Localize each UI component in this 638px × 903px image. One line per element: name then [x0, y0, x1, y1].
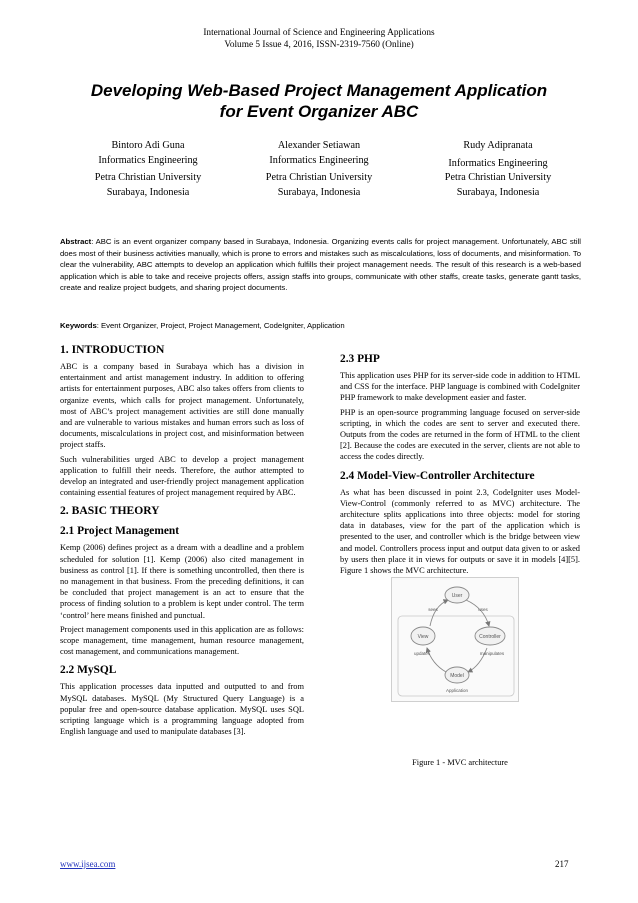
author-name: Rudy Adipranata [463, 140, 533, 151]
author-city: Surabaya, Indonesia [106, 186, 190, 198]
author-department: Informatics Engineering [98, 154, 198, 166]
keywords [60, 320, 581, 332]
label-view: View [417, 634, 429, 640]
author-university: Petra Christian University [444, 172, 552, 183]
author-university: Petra Christian University [265, 172, 373, 183]
figure-caption: Figure 1 - MVC architecture [412, 758, 508, 767]
right-column [340, 352, 580, 579]
subsection-heading-mysql: 2.2 MySQL [60, 664, 117, 677]
author-department: Informatics Engineering [448, 157, 548, 169]
journal-name: International Journal of Science and Engineering Applications [203, 28, 435, 38]
page-number: 217 [555, 859, 569, 869]
edge-label-uses: uses [478, 607, 488, 612]
journal-volume: Volume 5 Issue 4, 2016, ISSN-2319-7560 (Online) [224, 40, 414, 50]
edge-label-sees: sees [428, 607, 438, 612]
label-model: Model [450, 673, 464, 679]
paragraph: Project management components used in this application are as follows: scope management, time management, human resource management, cost management, and communications management. [60, 624, 304, 657]
section-heading-introduction: 1. INTRODUCTION [60, 343, 165, 356]
left-column [60, 343, 304, 740]
abstract [60, 236, 581, 294]
journal-header [0, 27, 638, 51]
section-heading-basic-theory: 2. BASIC THEORY [60, 504, 160, 518]
subsection-heading-project-management: 2.1 Project Management [60, 525, 180, 538]
paper-title-line-2: for Event Organizer ABC [219, 102, 419, 121]
author-city: Surabaya, Indonesia [277, 186, 361, 198]
label-user: User [451, 593, 463, 599]
author-department: Informatics Engineering [269, 154, 369, 166]
author-name: Bintoro Adi Guna [111, 140, 185, 151]
edge-label-manipulates: manipulates [479, 651, 505, 656]
paragraph: As what has been discussed in point 2.3, CodeIgniter uses Model-View-Control (commonly referred to as MVC) architecture. The architecture splits applications into three objects: model for storing data in databases, view for the part of the application which is presented to the user, and controller which is the bridge between view and model. Controllers process input and output data given to or asked by users then place it in views for outputs or save it in models [4][5]. Figure 1 shows the MVC architecture. [340, 487, 580, 576]
paragraph: Kemp (2006) defines project as a dream with a deadline and a problem scheduled for solution [1]. Kemp (2006) also cited management in business as control [1]. If there is something uncontrolled, then there is no management in that business. From the preceding definitions, it can be concluded that project management is an act to ensure that the process of finding solution to a problem is kept under control. The term ‘control’ here means finished and punctual. [60, 543, 304, 620]
author-3 [403, 139, 593, 200]
label-application: Application [445, 688, 469, 693]
paragraph: This application processes data inputted and outputted to and from MySQL databases. MySQL (My Structured Query Language) is a popular free and open-source database application. MySQL uses SQL scripting language which is a programming language adopted from English language and used to manipulate databases [3]. [60, 682, 304, 737]
keywords-text: : Event Organizer, Project, Project Management, CodeIgniter, Application [96, 321, 345, 330]
author-university: Petra Christian University [94, 172, 202, 183]
journal-website-link[interactable]: www.ijsea.com [60, 859, 116, 869]
paragraph: Such vulnerabilities urged ABC to develop a project management application to fulfill their needs. Therefore, the author attempted to develop an integrated and user-friendly project management application containing essential features of project management required by ABC. [60, 454, 304, 498]
paper-title [40, 80, 598, 122]
subsection-heading-mvc: 2.4 Model-View-Controller Architecture [340, 469, 535, 482]
paragraph: PHP is an open-source programming language focused on server-side scripting, in which the codes are sent to server and executed there. Outputs from the codes are returned in the form of HTML to the client [2]. Because the codes are executed in the server, clients are not able to access the codes directly. [340, 407, 580, 462]
paper-title-line-1: Developing Web-Based Project Management Application [90, 81, 548, 100]
label-controller: Controller [479, 634, 501, 640]
paragraph: This application uses PHP for its server-side code in addition to HTML and CSS for the interface. PHP language is combined with CodeIgniter PHP framework to make development easier and faster. [340, 371, 580, 403]
abstract-label: Abstract [60, 237, 92, 246]
author-city: Surabaya, Indonesia [456, 186, 540, 198]
author-2 [224, 139, 414, 200]
abstract-text: : ABC is an event organizer company based in Surabaya, Indonesia. Organizing events calls for project management. Unfortunately, ABC still does most of their business activities manually, which is prone to errors and mistakes such as miscalculations, loss of documents, and misinformation. To clear the vulnerability, ABC attempts to develop an application which fulfills their project management needs. The result of this research is a web-based application which is able to take and receive projects offers, assign staffs into groups, communicate with other staffs, create tasks, generate gantt tasks, create and realize project budgets, and sharing project documents. [60, 237, 581, 293]
edge-label-updates: updates [413, 651, 431, 656]
author-name: Alexander Setiawan [277, 140, 361, 151]
keywords-label: Keywords [60, 321, 97, 330]
author-1 [53, 139, 243, 200]
mvc-diagram [391, 577, 519, 702]
paragraph: ABC is a company based in Surabaya which has a division in entertainment and artist management industry. In addition to offering artists for entertainment purposes, ABC also takes offers from clients to organize events, which calls for project management. Unfortunately, most of ABC’s project management activities are still done manually and are vulnerable to various mistakes and human errors such as loss of documents, miscalculations in project cost, and misinformation between project staffs. [60, 362, 304, 450]
edge-view-to-user [430, 600, 448, 626]
subsection-heading-php: 2.3 PHP [340, 353, 380, 365]
edge-user-to-controller [466, 600, 489, 626]
